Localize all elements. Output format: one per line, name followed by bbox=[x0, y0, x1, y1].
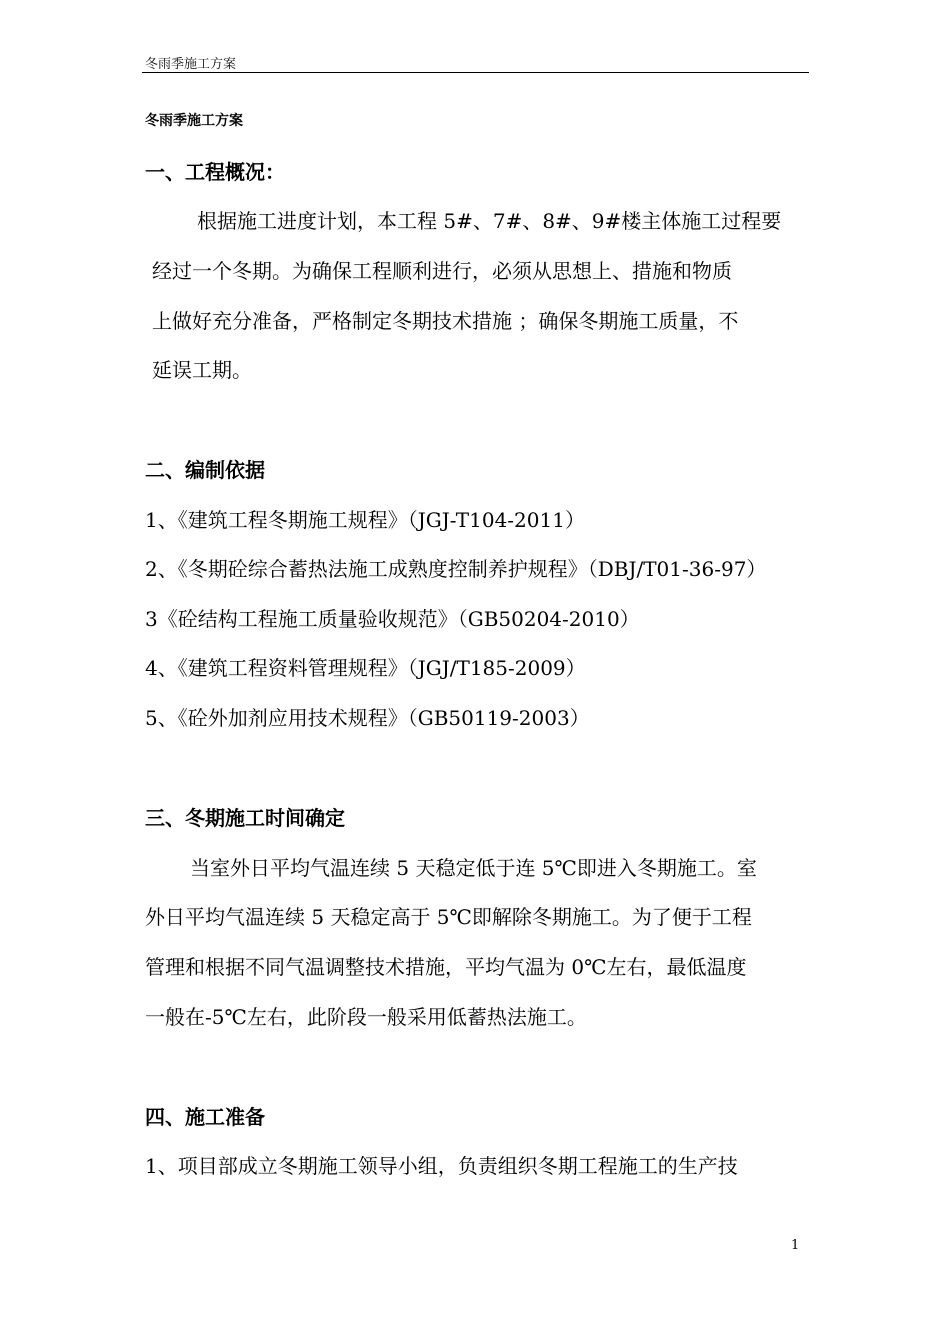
paragraph-line: 管理和根据不同气温调整技术措施，平均气温为 0℃左右，最低温度 bbox=[145, 955, 747, 979]
section-heading-basis: 二、编制依据 bbox=[145, 458, 265, 482]
section-heading-overview: 一、工程概况： bbox=[145, 160, 285, 184]
paragraph-line: 根据施工进度计划，本工程 5#、7#、8#、9#楼主体施工过程要 bbox=[197, 209, 782, 233]
header-divider bbox=[142, 72, 809, 73]
paragraph-line: 经过一个冬期。为确保工程顺利进行，必须从思想上、措施和物质 bbox=[152, 259, 732, 283]
document-title: 冬雨季施工方案 bbox=[145, 113, 243, 129]
paragraph-line: 一般在-5℃左右，此阶段一般采用低蓄热法施工。 bbox=[145, 1005, 587, 1029]
page-number: 1 bbox=[791, 1238, 800, 1253]
list-item: 3《砼结构工程施工质量验收规范》（GB50204-2010） bbox=[145, 607, 640, 631]
paragraph-line: 当室外日平均气温连续 5 天稳定低于连 5℃即进入冬期施工。室 bbox=[190, 856, 757, 880]
list-item: 5、《砼外加剂应用技术规程》（GB50119-2003） bbox=[145, 706, 590, 730]
running-header: 冬雨季施工方案 bbox=[145, 57, 237, 72]
paragraph-line: 外日平均气温连续 5 天稳定高于 5℃即解除冬期施工。为了便于工程 bbox=[145, 905, 752, 929]
list-item: 1、《建筑工程冬期施工规程》（JGJ-T104-2011） bbox=[145, 508, 585, 532]
list-item: 2、《冬期砼综合蓄热法施工成熟度控制养护规程》（DBJ/T01-36-97） bbox=[145, 557, 767, 581]
section-heading-preparation: 四、施工准备 bbox=[145, 1105, 265, 1129]
paragraph-line: 延误工期。 bbox=[152, 358, 252, 382]
section-heading-winter-period: 三、冬期施工时间确定 bbox=[145, 806, 345, 830]
list-item: 4、《建筑工程资料管理规程》（JGJ/T185-2009） bbox=[145, 656, 586, 680]
paragraph-line: 上做好充分准备，严格制定冬期技术措施 ；确保冬期施工质量，不 bbox=[152, 309, 739, 333]
list-item: 1、项目部成立冬期施工领导小组，负责组织冬期工程施工的生产技 bbox=[145, 1154, 738, 1178]
